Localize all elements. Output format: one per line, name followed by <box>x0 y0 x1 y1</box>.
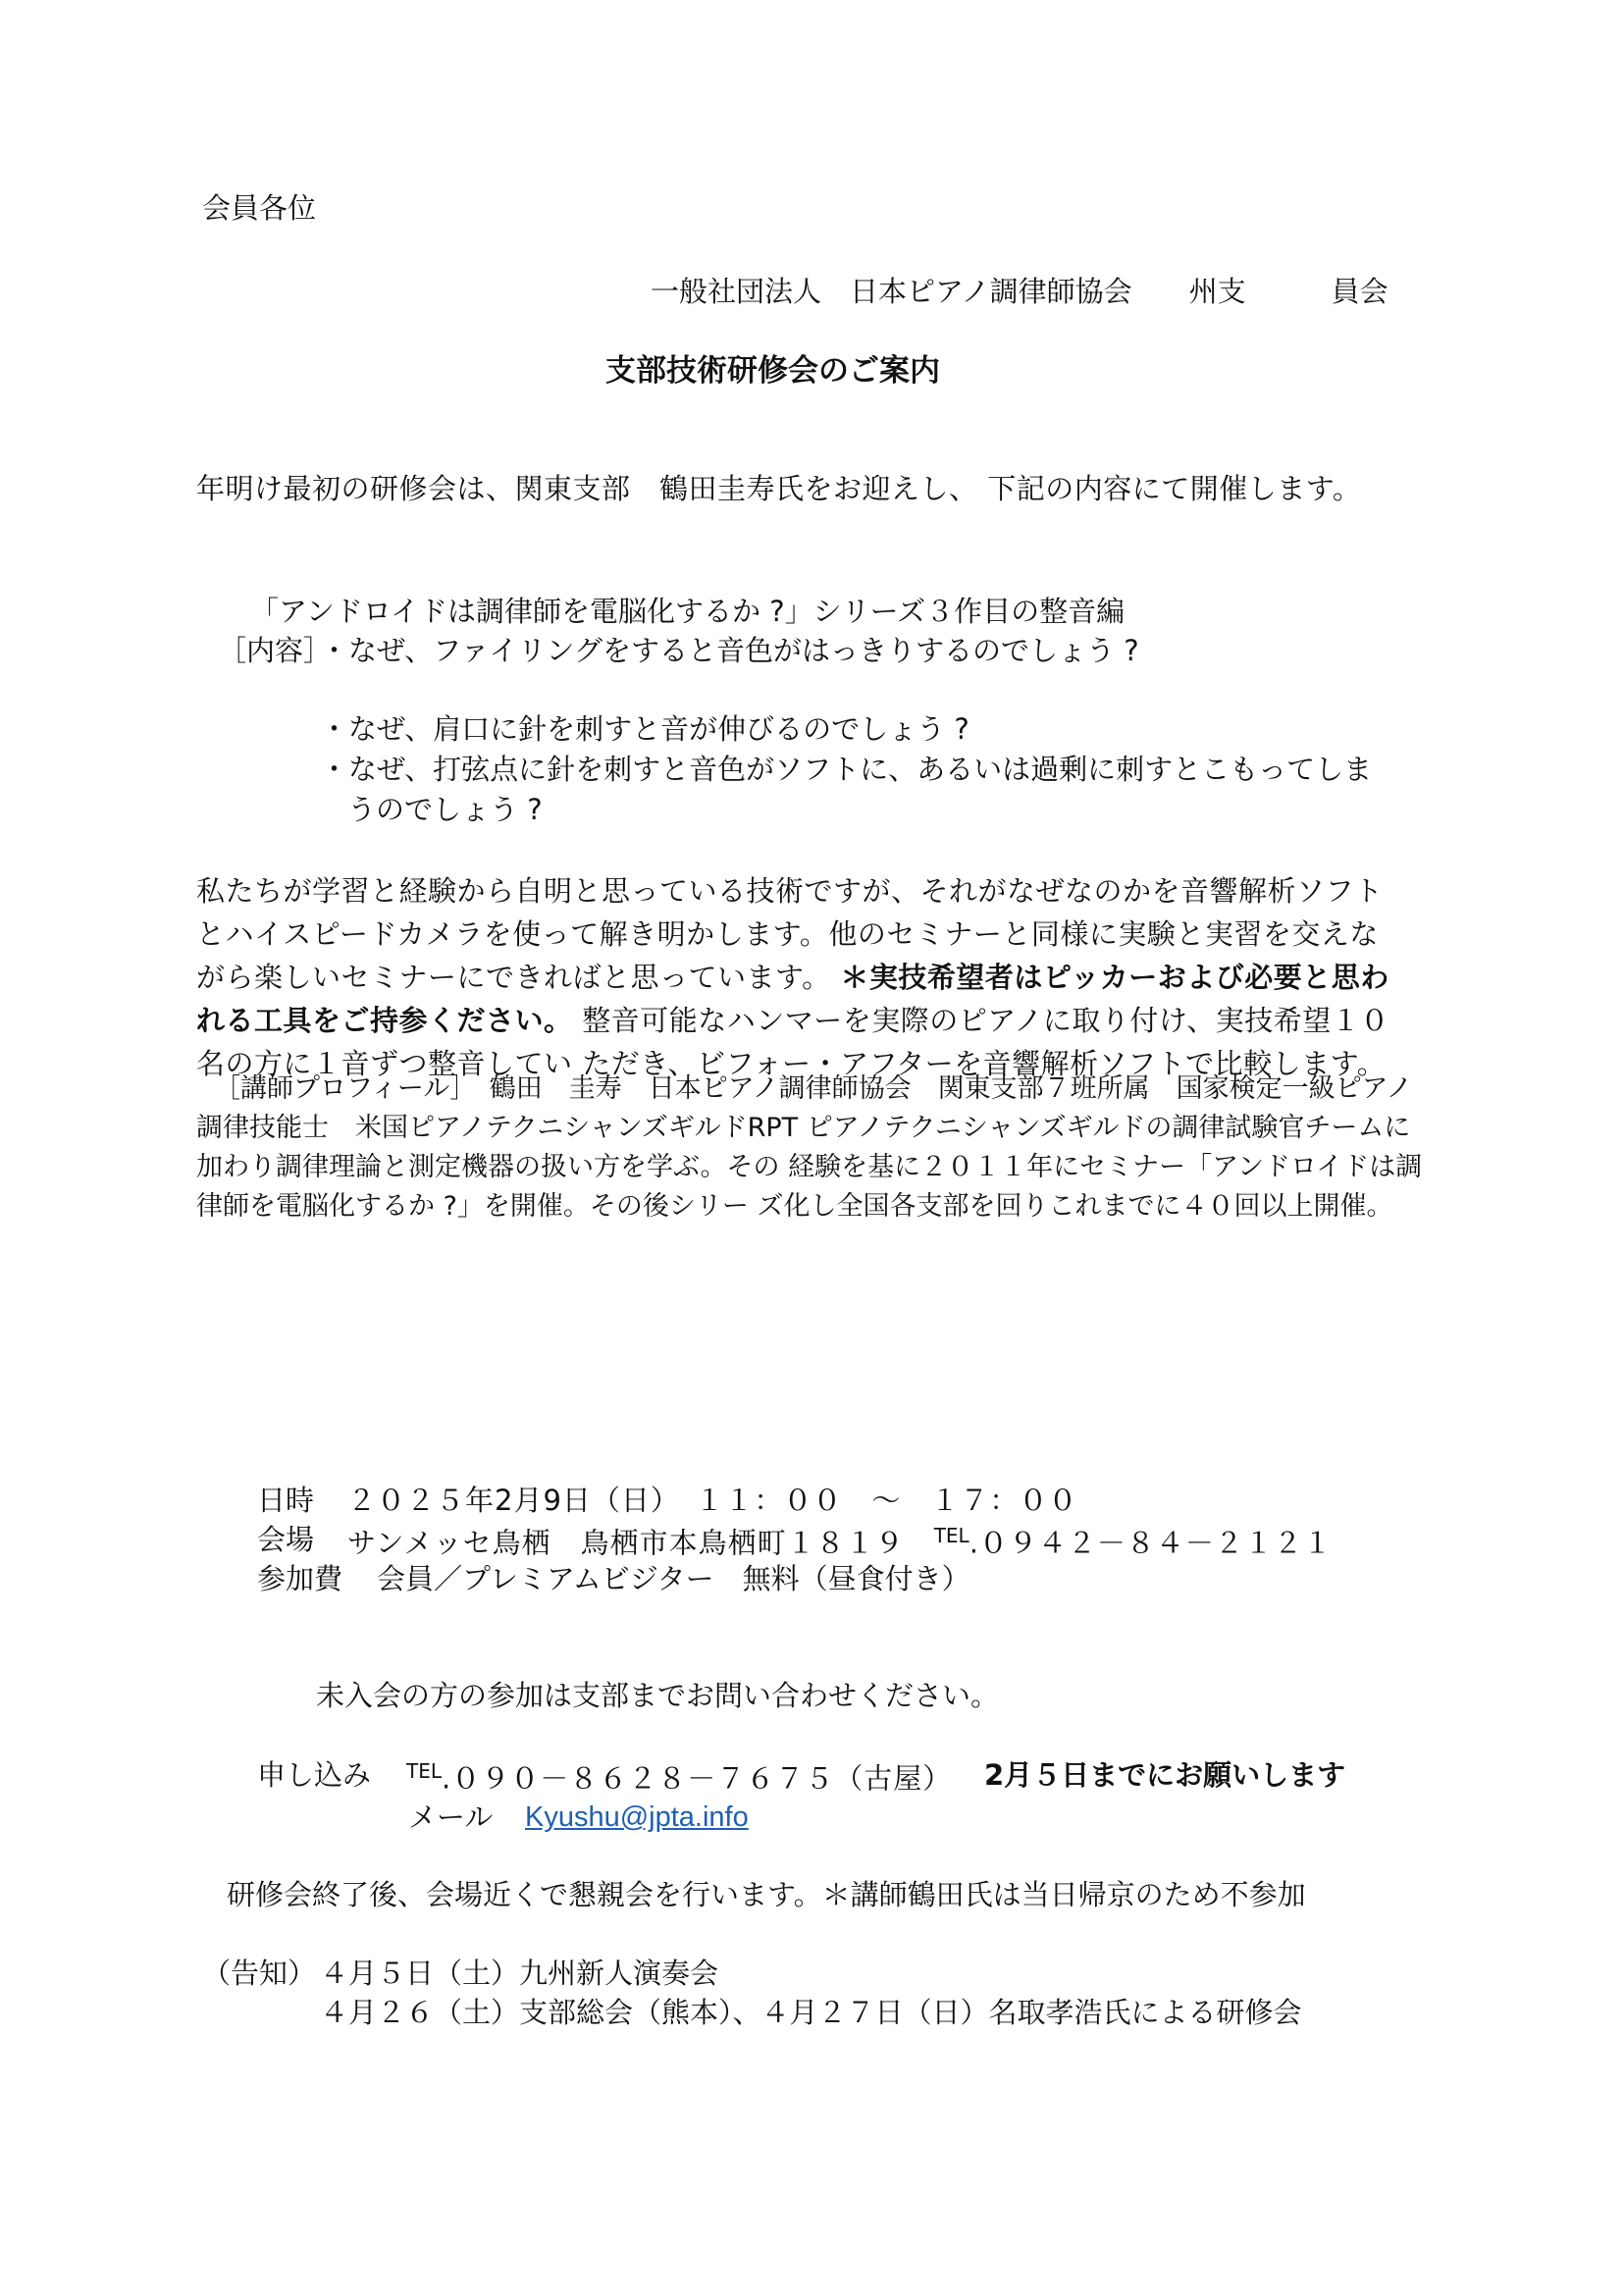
description-line: とハイスピードカメラを使って解き明かします。他のセミナーと同様に実験と実習を交えな <box>196 917 1379 951</box>
content-item-1: ・なぜ、ファイリングをすると音色がはっきりするのでしょう ? <box>320 634 1139 667</box>
lecturer-profile <box>196 1070 1472 1226</box>
description-line: 私たちが学習と経験から自明と思っている技術ですが、それがなぜなのかを音響解析ソフト <box>196 874 1384 908</box>
social-gathering-note: 研修会終了後、会場近くで懇親会を行います。＊講師鶴田氏は当日帰京のため不参加 <box>227 1878 1306 1911</box>
venue-value <box>347 1526 1333 1558</box>
description-paragraph <box>196 869 1472 1085</box>
fee-label: 参加費 <box>257 1562 343 1595</box>
fee-value: 会員／プレミアムビジター 無料（昼食付き） <box>377 1562 970 1595</box>
tel-mark: TEL <box>933 1524 969 1547</box>
series-heading: 「アンドロイドは調律師を電脳化するか ?」シリーズ３作目の整音編 <box>250 595 1126 628</box>
content-label: ［内容］ <box>218 634 333 667</box>
application-phone: .０９０－８６２８－７６７５（古屋） <box>442 1761 953 1796</box>
profile-line: 加わり調律理論と測定機器の扱い方を学ぶ。その 経験を基に２０１１年にセミナー「アンドロイドは調 <box>196 1152 1423 1182</box>
venue-phone: .０９４２－８４－２１２１ <box>969 1526 1333 1560</box>
application-deadline: 2月５日までにお願いします <box>984 1758 1346 1792</box>
bring-tools-notice: ＊実技希望者はピッカーおよび必要と思わ <box>840 961 1389 994</box>
date-label: 日時 <box>257 1484 315 1517</box>
content-item-2: ・なぜ、肩口に針を刺すと音が伸びるのでしょう ? <box>320 712 969 746</box>
content-item-3: ・なぜ、打弦点に針を刺すと音色がソフトに、あるいは過剰に刺すとこもってしま <box>320 753 1373 786</box>
description-line: 名の方に１音ずつ整音してい ただき、ビフォー・アフターを音響解析ソフトで比較します。 <box>196 1047 1387 1080</box>
sender-organization: 一般社団法人 日本ピアノ調律師協会 州支 員会 <box>651 275 1388 308</box>
application-phone-line <box>406 1761 952 1794</box>
notice-line-2: ４月２６（土）支部総会（熊本）、４月２７日（日）名取孝浩氏による研修会 <box>320 1996 1302 2029</box>
content-item-3-continued: うのでしょう ? <box>347 793 543 826</box>
email-link[interactable]: Kyushu@jpta.info <box>525 1801 749 1833</box>
page-title: 支部技術研修会のご案内 <box>605 353 940 389</box>
venue-label: 会場 <box>257 1523 315 1556</box>
non-member-note: 未入会の方の参加は支部までお問い合わせください。 <box>316 1679 1000 1712</box>
profile-line: 律師を電脳化するか ?」を開催。その後シリー ズ化し全国各支部を回りこれまでに４０回以上開催。 <box>196 1191 1393 1222</box>
mail-label: メール <box>408 1800 494 1834</box>
date-value: ２０２５年2月9日（日） １１：００ ～ １７：００ <box>347 1484 1078 1517</box>
description-line <box>196 999 1472 1042</box>
description-line <box>196 956 1472 999</box>
bring-tools-notice-continued: れる工具をご持参ください。 <box>196 1004 573 1037</box>
description-text: 整音可能なハンマーを実際のピアノに取り付け、実技希望１０ <box>572 1004 1389 1037</box>
venue-name-address: サンメッセ鳥栖 鳥栖市本鳥栖町１８１９ <box>347 1526 905 1560</box>
notice-label: （告知） <box>202 1957 317 1990</box>
application-label: 申し込み <box>257 1758 372 1792</box>
profile-line: 調律技能士 米国ピアノテクニシャンズギルドRPT ピアノテクニシャンズギルドの調律試験官チームに <box>196 1113 1411 1143</box>
notice-line-1: ４月５日（土）九州新人演奏会 <box>320 1957 719 1990</box>
intro-text: 年明け最初の研修会は、関東支部 鶴田圭寿氏をお迎えし、 下記の内容にて開催します。 <box>196 472 1362 505</box>
tel-mark: TEL <box>406 1759 442 1783</box>
description-text: がら楽しいセミナーにできればと思っています。 <box>196 961 841 994</box>
profile-line: ［講師プロフィール］ 鶴田 圭寿 日本ピアノ調律師協会 関東支部７班所属 国家検定一級ピアノ <box>214 1073 1413 1104</box>
addressee: 会員各位 <box>202 191 317 225</box>
